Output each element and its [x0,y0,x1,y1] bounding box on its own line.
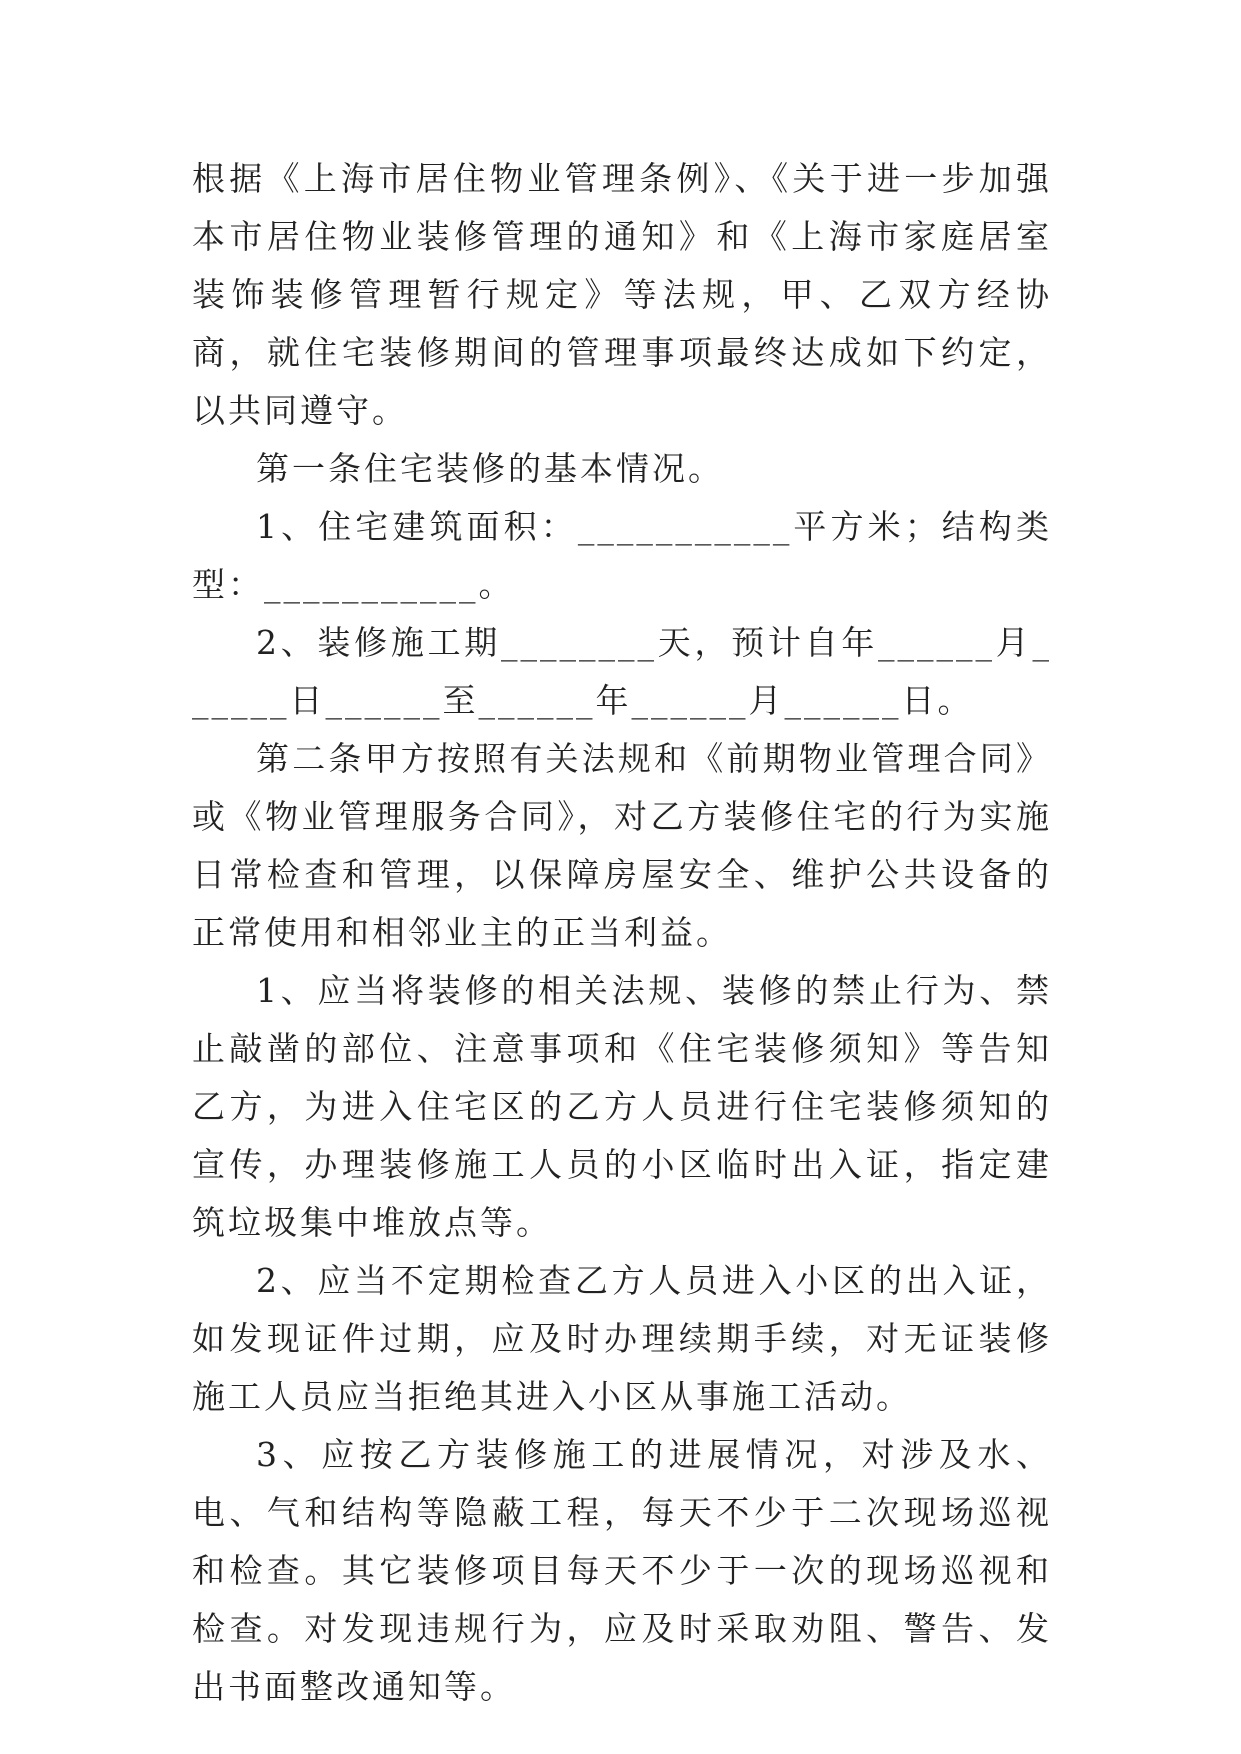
paragraph-article-1-heading: 第一条住宅装修的基本情况。 [256,449,724,488]
paragraph-article-1-item-1: 1、住宅建筑面积：___________平方米；结构类型：___________。 [192,507,1052,604]
paragraph-article-2-item-1: 1、应当将装修的相关法规、装修的禁止行为、禁止敲凿的部位、注意事项和《住宅装修须知》等告知乙方，为进入住宅区的乙方人员进行住宅装修须知的宣传，办理装修施工人员的小区临时出入证，指定建筑垃圾集中堆放点等。 [192,971,1052,1242]
paragraph-article-2-item-2: 2、应当不定期检查乙方人员进入小区的出入证，如发现证件过期，应及时办理续期手续，对无证装修施工人员应当拒绝其进入小区从事施工活动。 [192,1261,1052,1416]
paragraph-article-1-item-2: 2、装修施工期________天，预计自年______月______日______至______年______月______日。 [192,623,1052,720]
paragraph-preamble: 根据《上海市居住物业管理条例》、《关于进一步加强本市居住物业装修管理的通知》和《上海市家庭居室装饰装修管理暂行规定》等法规，甲、乙双方经协商，就住宅装修期间的管理事项最终达成如下约定，以共同遵守。 [192,159,1052,430]
paragraph-article-2-item-3: 3、应按乙方装修施工的进展情况，对涉及水、电、气和结构等隐蔽工程，每天不少于二次现场巡视和检查。其它装修项目每天不少于一次的现场巡视和检查。对发现违规行为，应及时采取劝阻、警告、发出书面整改通知等。 [192,1435,1052,1706]
document-body [192,150,1052,1716]
paragraph-article-2: 第二条甲方按照有关法规和《前期物业管理合同》或《物业管理服务合同》，对乙方装修住宅的行为实施日常检查和管理，以保障房屋安全、维护公共设备的正常使用和相邻业主的正当利益。 [192,739,1052,952]
